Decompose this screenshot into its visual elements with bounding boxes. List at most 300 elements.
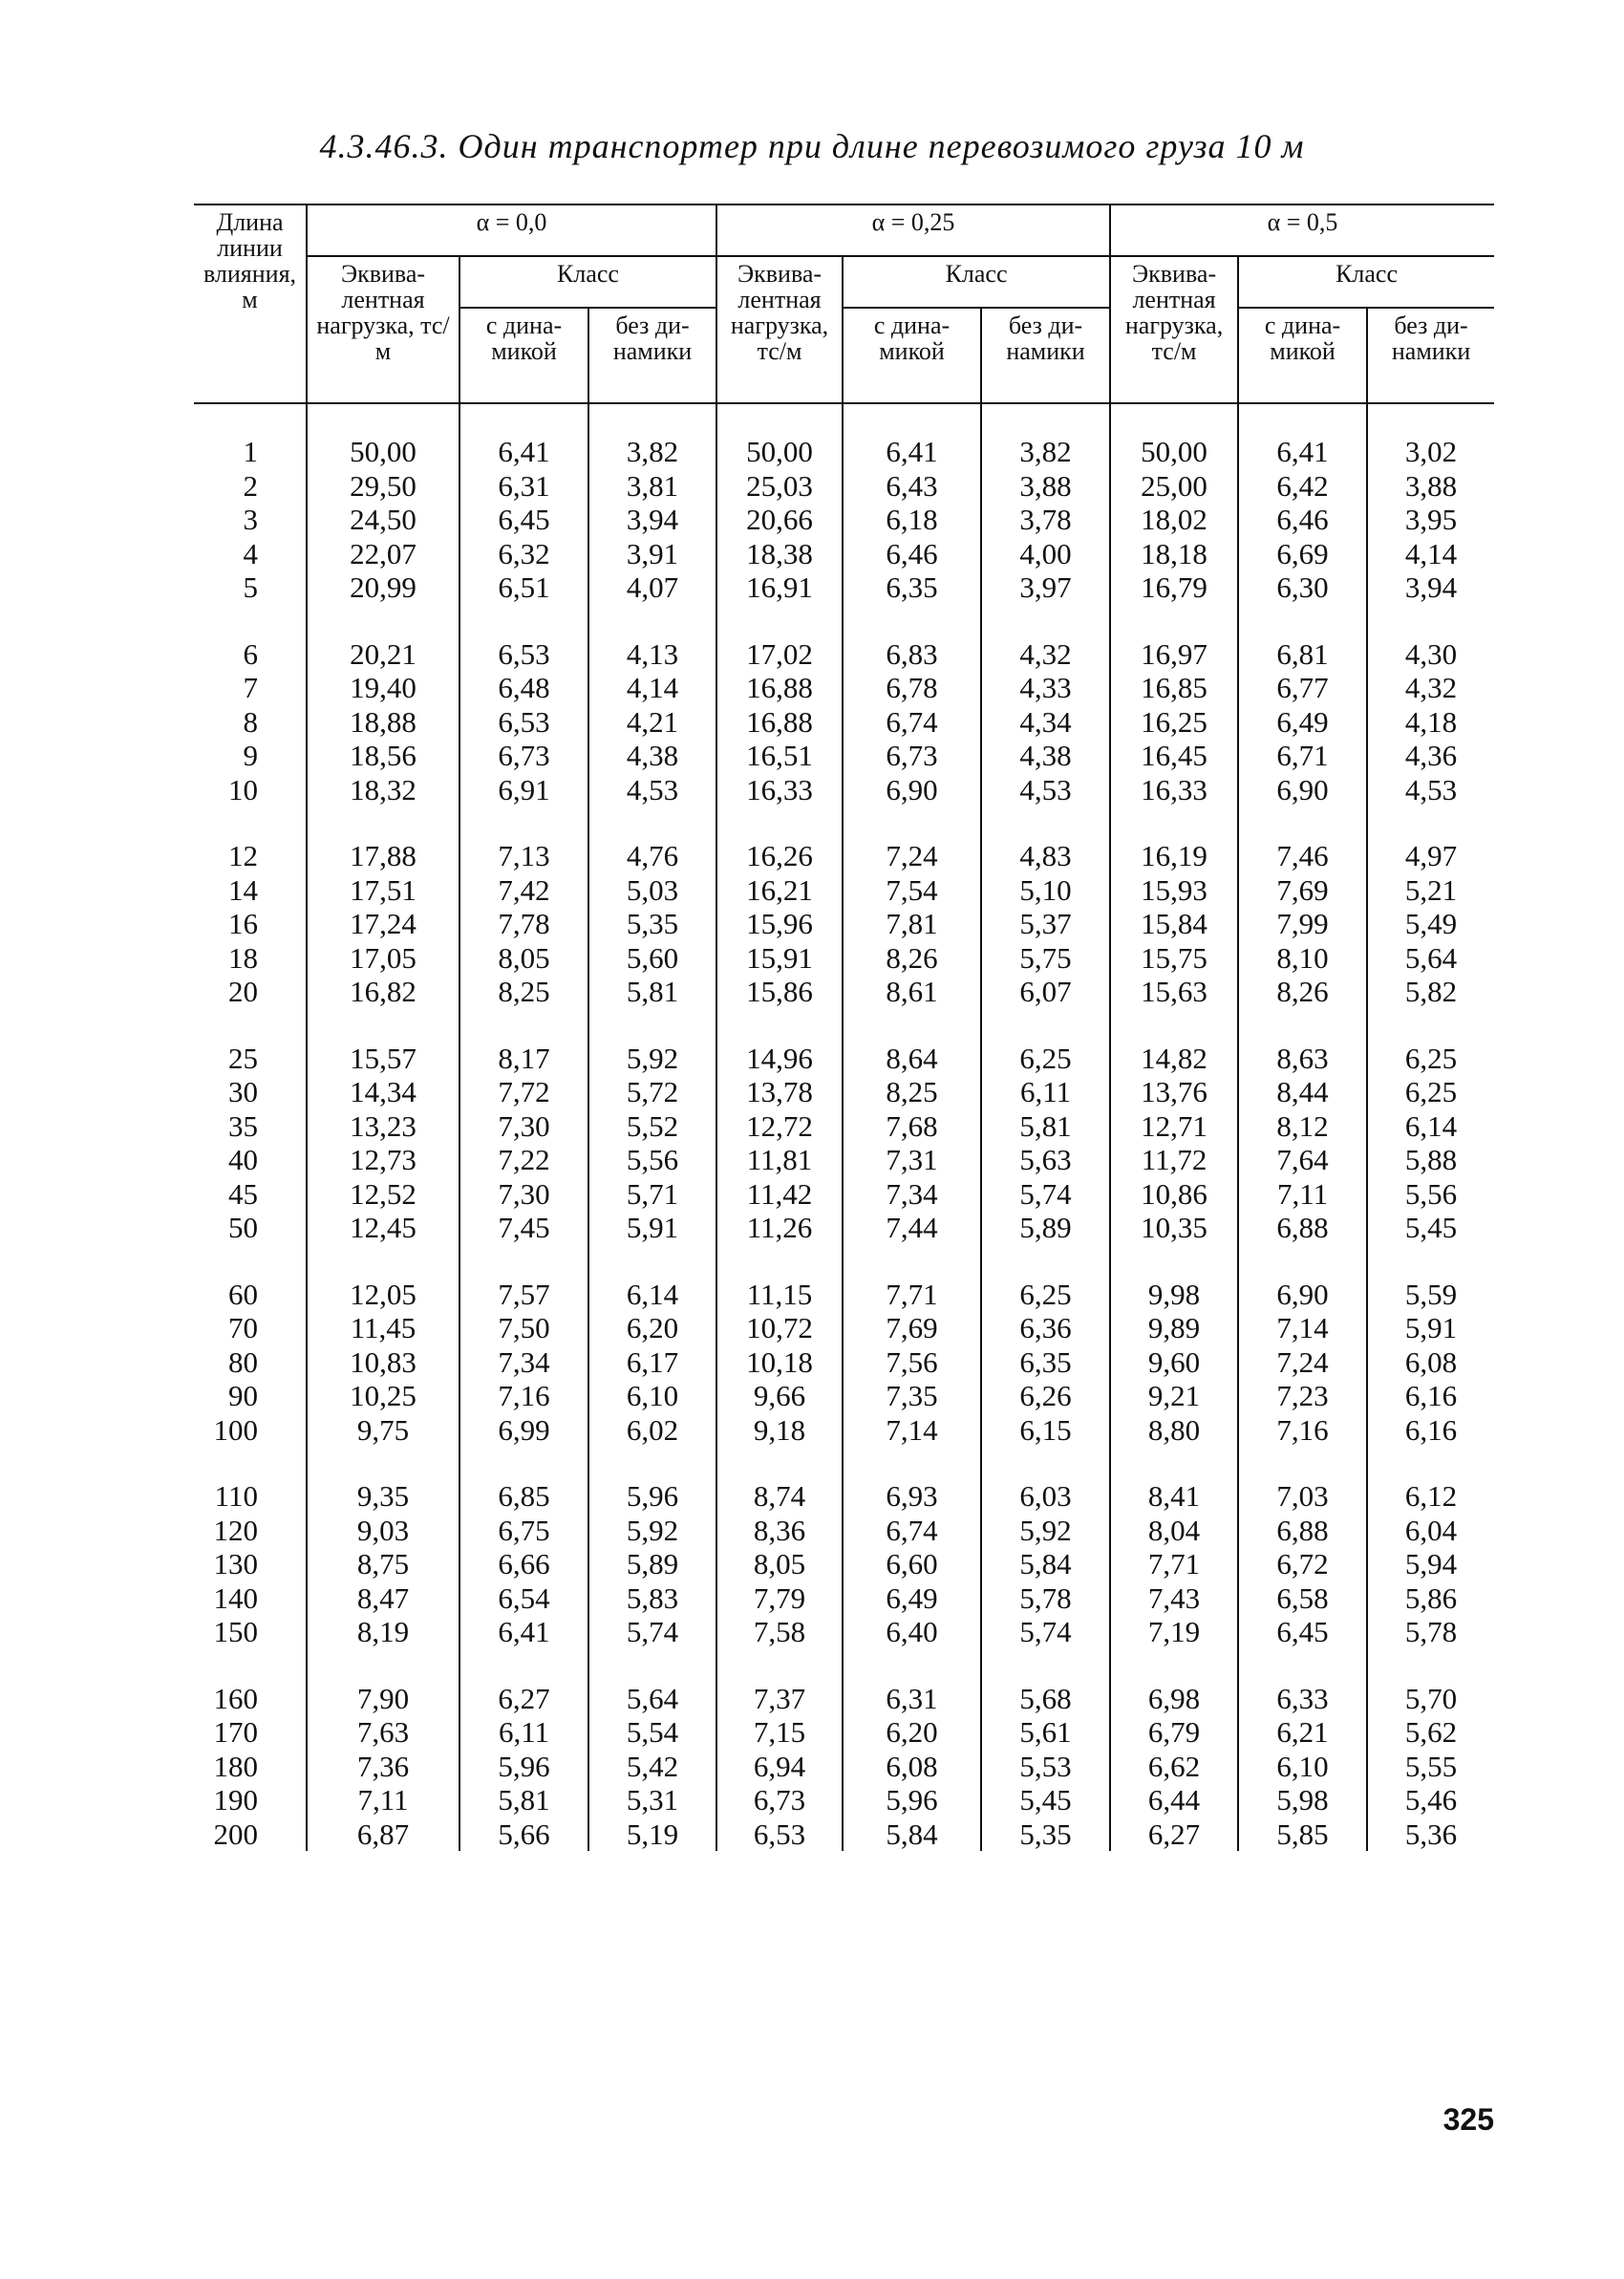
cell-with-dyn-a025: 7,54 xyxy=(843,873,981,908)
cell-with-dyn-a05: 6,81 xyxy=(1238,637,1367,672)
spacer-cell xyxy=(307,806,459,839)
cell-with-dyn-a025: 7,24 xyxy=(843,839,981,873)
cell-length: 90 xyxy=(228,1379,258,1412)
cell-with-dyn-a0: 7,16 xyxy=(459,1379,588,1413)
spacer-cell xyxy=(459,403,588,435)
spacer-cell xyxy=(981,1649,1110,1682)
header-without-dynamics: без ди-намики xyxy=(981,308,1110,403)
cell-with-dyn-a025: 6,60 xyxy=(843,1547,981,1581)
spacer-cell xyxy=(1238,605,1367,637)
cell-length: 25 xyxy=(228,1041,258,1075)
spacer-cell xyxy=(716,1245,843,1278)
cell-with-dyn-a05: 6,21 xyxy=(1238,1715,1367,1750)
cell-with-dyn-a05: 6,49 xyxy=(1238,705,1367,740)
cell-eq-load-a05: 16,85 xyxy=(1110,671,1238,705)
spacer-cell xyxy=(194,605,307,637)
spacer-cell xyxy=(981,1009,1110,1042)
cell-without-dyn-a05: 4,18 xyxy=(1367,705,1494,740)
cell-eq-load-a025: 16,26 xyxy=(716,839,843,873)
cell-without-dyn-a05: 5,86 xyxy=(1367,1581,1494,1616)
spacer-cell xyxy=(588,1009,716,1042)
header-alpha-05: α = 0,5 xyxy=(1110,204,1494,256)
cell-without-dyn-a0: 5,56 xyxy=(588,1143,716,1177)
table-row xyxy=(194,1783,1494,1817)
cell-without-dyn-a025: 5,37 xyxy=(981,907,1110,941)
spacer-cell xyxy=(194,1649,307,1682)
cell-with-dyn-a025: 7,71 xyxy=(843,1278,981,1312)
cell-eq-load-a025: 10,18 xyxy=(716,1345,843,1380)
cell-eq-load-a025: 7,79 xyxy=(716,1581,843,1616)
cell-with-dyn-a025: 6,74 xyxy=(843,1514,981,1548)
table-row xyxy=(194,1479,1494,1514)
spacer-cell xyxy=(194,1245,307,1278)
spacer-cell xyxy=(307,1009,459,1042)
cell-without-dyn-a0: 5,81 xyxy=(588,975,716,1009)
group-spacer xyxy=(194,1245,1494,1278)
cell-with-dyn-a0: 6,73 xyxy=(459,739,588,773)
cell-eq-load-a025: 15,86 xyxy=(716,975,843,1009)
cell-without-dyn-a025: 6,07 xyxy=(981,975,1110,1009)
spacer-cell xyxy=(1367,1245,1494,1278)
cell-eq-load-a025: 8,05 xyxy=(716,1547,843,1581)
spacer-cell xyxy=(1110,1447,1238,1479)
cell-eq-load-a05: 9,98 xyxy=(1110,1278,1238,1312)
spacer-cell xyxy=(1110,1649,1238,1682)
cell-with-dyn-a05: 7,69 xyxy=(1238,873,1367,908)
cell-eq-load-a025: 12,72 xyxy=(716,1109,843,1144)
header-equivalent-load: Эквива-лентная нагрузка, тс/м xyxy=(716,256,843,403)
spacer-cell xyxy=(307,1245,459,1278)
cell-eq-load-a0: 12,73 xyxy=(307,1143,459,1177)
cell-without-dyn-a0: 4,13 xyxy=(588,637,716,672)
cell-with-dyn-a05: 6,42 xyxy=(1238,469,1367,504)
cell-eq-load-a05: 16,33 xyxy=(1110,773,1238,807)
header-class: Класс xyxy=(843,256,1110,308)
cell-without-dyn-a05: 6,14 xyxy=(1367,1109,1494,1144)
cell-eq-load-a05: 15,75 xyxy=(1110,941,1238,976)
cell-without-dyn-a025: 4,32 xyxy=(981,637,1110,672)
spacer-cell xyxy=(981,806,1110,839)
header-equivalent-load: Эквива-лентная нагрузка, тс/м xyxy=(307,256,459,403)
page-title: 4.3.46.3. Один транспортер при длине перевозимого груза 10 м xyxy=(319,127,1305,165)
cell-with-dyn-a025: 6,93 xyxy=(843,1479,981,1514)
cell-without-dyn-a05: 5,82 xyxy=(1367,975,1494,1009)
cell-with-dyn-a05: 6,90 xyxy=(1238,773,1367,807)
cell-eq-load-a05: 9,89 xyxy=(1110,1311,1238,1345)
spacer-cell xyxy=(716,1649,843,1682)
cell-without-dyn-a05: 4,36 xyxy=(1367,739,1494,773)
cell-with-dyn-a025: 7,81 xyxy=(843,907,981,941)
cell-length: 12 xyxy=(228,839,258,872)
spacer-cell xyxy=(843,605,981,637)
cell-length: 10 xyxy=(228,772,258,806)
cell-with-dyn-a025: 6,08 xyxy=(843,1750,981,1784)
cell-eq-load-a05: 7,71 xyxy=(1110,1547,1238,1581)
cell-eq-load-a05: 12,71 xyxy=(1110,1109,1238,1144)
cell-with-dyn-a05: 6,88 xyxy=(1238,1211,1367,1245)
cell-without-dyn-a025: 3,82 xyxy=(981,435,1110,469)
cell-without-dyn-a05: 3,94 xyxy=(1367,570,1494,605)
cell-without-dyn-a05: 6,12 xyxy=(1367,1479,1494,1514)
header-equivalent-load: Эквива-лентная нагрузка, тс/м xyxy=(1110,256,1238,403)
table-row xyxy=(194,1547,1494,1581)
cell-without-dyn-a0: 6,10 xyxy=(588,1379,716,1413)
cell-eq-load-a0: 12,45 xyxy=(307,1211,459,1245)
cell-without-dyn-a05: 5,88 xyxy=(1367,1143,1494,1177)
cell-with-dyn-a0: 6,31 xyxy=(459,469,588,504)
cell-eq-load-a05: 6,27 xyxy=(1110,1817,1238,1852)
cell-with-dyn-a05: 6,46 xyxy=(1238,503,1367,537)
cell-without-dyn-a025: 4,38 xyxy=(981,739,1110,773)
spacer-cell xyxy=(459,1447,588,1479)
cell-length: 45 xyxy=(228,1176,258,1211)
cell-eq-load-a05: 6,44 xyxy=(1110,1783,1238,1817)
cell-eq-load-a0: 17,51 xyxy=(307,873,459,908)
cell-eq-load-a05: 10,35 xyxy=(1110,1211,1238,1245)
cell-without-dyn-a025: 5,75 xyxy=(981,941,1110,976)
cell-without-dyn-a025: 6,25 xyxy=(981,1042,1110,1076)
cell-eq-load-a0: 18,88 xyxy=(307,705,459,740)
spacer-cell xyxy=(307,403,459,435)
header-length: Длина линии влияния, м xyxy=(194,204,307,403)
cell-without-dyn-a025: 4,34 xyxy=(981,705,1110,740)
cell-with-dyn-a05: 6,90 xyxy=(1238,1278,1367,1312)
group-spacer xyxy=(194,605,1494,637)
spacer-cell xyxy=(716,403,843,435)
cell-length: 8 xyxy=(243,704,258,739)
cell-without-dyn-a0: 5,42 xyxy=(588,1750,716,1784)
cell-eq-load-a05: 16,19 xyxy=(1110,839,1238,873)
cell-with-dyn-a05: 8,26 xyxy=(1238,975,1367,1009)
spacer-cell xyxy=(459,1649,588,1682)
spacer-cell xyxy=(307,605,459,637)
cell-without-dyn-a05: 5,45 xyxy=(1367,1211,1494,1245)
table-row xyxy=(194,839,1494,873)
table-row xyxy=(194,1413,1494,1448)
cell-without-dyn-a05: 5,36 xyxy=(1367,1817,1494,1852)
cell-without-dyn-a05: 6,04 xyxy=(1367,1514,1494,1548)
table-row xyxy=(194,1682,1494,1716)
cell-eq-load-a025: 6,73 xyxy=(716,1783,843,1817)
spacer-cell xyxy=(716,605,843,637)
spacer-cell xyxy=(588,1649,716,1682)
spacer-cell xyxy=(1110,1245,1238,1278)
spacer-cell xyxy=(843,806,981,839)
cell-with-dyn-a0: 7,57 xyxy=(459,1278,588,1312)
spacer-cell xyxy=(307,1447,459,1479)
cell-without-dyn-a025: 4,53 xyxy=(981,773,1110,807)
cell-with-dyn-a0: 6,99 xyxy=(459,1413,588,1448)
spacer-cell xyxy=(1367,403,1494,435)
cell-eq-load-a0: 7,36 xyxy=(307,1750,459,1784)
cell-with-dyn-a0: 5,81 xyxy=(459,1783,588,1817)
spacer-cell xyxy=(981,605,1110,637)
spacer-cell xyxy=(588,1447,716,1479)
cell-with-dyn-a0: 6,85 xyxy=(459,1479,588,1514)
cell-with-dyn-a025: 8,61 xyxy=(843,975,981,1009)
cell-without-dyn-a025: 3,78 xyxy=(981,503,1110,537)
cell-without-dyn-a05: 6,16 xyxy=(1367,1379,1494,1413)
spacer-cell xyxy=(588,806,716,839)
cell-without-dyn-a025: 5,68 xyxy=(981,1682,1110,1716)
cell-without-dyn-a0: 5,89 xyxy=(588,1547,716,1581)
cell-without-dyn-a025: 6,36 xyxy=(981,1311,1110,1345)
table-row xyxy=(194,773,1494,807)
cell-eq-load-a025: 15,96 xyxy=(716,907,843,941)
spacer-cell xyxy=(194,1009,307,1042)
cell-length: 18 xyxy=(228,940,258,975)
cell-without-dyn-a05: 6,16 xyxy=(1367,1413,1494,1448)
cell-eq-load-a025: 6,94 xyxy=(716,1750,843,1784)
cell-without-dyn-a0: 4,14 xyxy=(588,671,716,705)
spacer-cell xyxy=(588,605,716,637)
table-row xyxy=(194,1615,1494,1649)
cell-without-dyn-a0: 4,53 xyxy=(588,773,716,807)
cell-eq-load-a0: 9,03 xyxy=(307,1514,459,1548)
spacer-cell xyxy=(1110,1009,1238,1042)
table-body xyxy=(194,403,1494,1851)
group-spacer xyxy=(194,1447,1494,1479)
cell-without-dyn-a0: 4,38 xyxy=(588,739,716,773)
cell-with-dyn-a0: 6,75 xyxy=(459,1514,588,1548)
cell-eq-load-a025: 20,66 xyxy=(716,503,843,537)
cell-with-dyn-a05: 5,85 xyxy=(1238,1817,1367,1852)
cell-with-dyn-a0: 6,45 xyxy=(459,503,588,537)
cell-with-dyn-a05: 7,46 xyxy=(1238,839,1367,873)
table-row xyxy=(194,1817,1494,1852)
cell-eq-load-a025: 10,72 xyxy=(716,1311,843,1345)
header-without-dynamics: без ди-намики xyxy=(588,308,716,403)
cell-length: 190 xyxy=(213,1783,258,1817)
cell-with-dyn-a05: 7,23 xyxy=(1238,1379,1367,1413)
spacer-cell xyxy=(1367,1649,1494,1682)
cell-with-dyn-a0: 6,41 xyxy=(459,1615,588,1649)
table-row xyxy=(194,1211,1494,1245)
cell-with-dyn-a025: 7,14 xyxy=(843,1413,981,1448)
cell-without-dyn-a05: 4,97 xyxy=(1367,839,1494,873)
cell-with-dyn-a0: 6,32 xyxy=(459,537,588,571)
table-row xyxy=(194,1379,1494,1413)
cell-without-dyn-a05: 5,49 xyxy=(1367,907,1494,941)
cell-length: 180 xyxy=(213,1749,258,1783)
spacer-cell xyxy=(1238,1447,1367,1479)
cell-without-dyn-a0: 5,35 xyxy=(588,907,716,941)
cell-with-dyn-a025: 7,68 xyxy=(843,1109,981,1144)
cell-with-dyn-a0: 6,91 xyxy=(459,773,588,807)
cell-eq-load-a05: 16,45 xyxy=(1110,739,1238,773)
cell-eq-load-a025: 6,53 xyxy=(716,1817,843,1852)
cell-without-dyn-a025: 6,15 xyxy=(981,1413,1110,1448)
cell-length: 40 xyxy=(228,1143,258,1176)
cell-without-dyn-a025: 5,78 xyxy=(981,1581,1110,1616)
cell-with-dyn-a0: 6,53 xyxy=(459,637,588,672)
table-row xyxy=(194,1075,1494,1109)
spacer-cell xyxy=(1367,1447,1494,1479)
cell-without-dyn-a05: 3,88 xyxy=(1367,469,1494,504)
cell-without-dyn-a05: 5,64 xyxy=(1367,941,1494,976)
cell-with-dyn-a025: 6,40 xyxy=(843,1615,981,1649)
cell-without-dyn-a025: 5,89 xyxy=(981,1211,1110,1245)
cell-length: 3 xyxy=(243,503,258,536)
cell-with-dyn-a0: 7,78 xyxy=(459,907,588,941)
cell-with-dyn-a025: 7,44 xyxy=(843,1211,981,1245)
spacer-cell xyxy=(194,1447,307,1479)
cell-eq-load-a0: 10,83 xyxy=(307,1345,459,1380)
cell-with-dyn-a025: 6,18 xyxy=(843,503,981,537)
spacer-cell xyxy=(981,403,1110,435)
cell-length: 60 xyxy=(228,1277,258,1311)
cell-length: 120 xyxy=(213,1513,258,1547)
cell-with-dyn-a0: 7,72 xyxy=(459,1075,588,1109)
cell-eq-load-a0: 12,52 xyxy=(307,1177,459,1212)
cell-eq-load-a0: 18,32 xyxy=(307,773,459,807)
cell-eq-load-a05: 9,21 xyxy=(1110,1379,1238,1413)
cell-with-dyn-a05: 7,11 xyxy=(1238,1177,1367,1212)
cell-eq-load-a05: 8,41 xyxy=(1110,1479,1238,1514)
cell-length: 80 xyxy=(228,1344,258,1379)
cell-eq-load-a0: 12,05 xyxy=(307,1278,459,1312)
cell-without-dyn-a0: 5,60 xyxy=(588,941,716,976)
cell-without-dyn-a025: 4,00 xyxy=(981,537,1110,571)
cell-eq-load-a0: 24,50 xyxy=(307,503,459,537)
cell-without-dyn-a025: 5,92 xyxy=(981,1514,1110,1548)
cell-with-dyn-a025: 6,31 xyxy=(843,1682,981,1716)
cell-with-dyn-a05: 7,14 xyxy=(1238,1311,1367,1345)
cell-eq-load-a025: 8,74 xyxy=(716,1479,843,1514)
cell-without-dyn-a025: 4,33 xyxy=(981,671,1110,705)
cell-without-dyn-a05: 4,30 xyxy=(1367,637,1494,672)
cell-without-dyn-a0: 5,96 xyxy=(588,1479,716,1514)
cell-with-dyn-a025: 7,69 xyxy=(843,1311,981,1345)
cell-length: 1 xyxy=(243,435,258,468)
table-row xyxy=(194,570,1494,605)
cell-without-dyn-a0: 5,19 xyxy=(588,1817,716,1852)
cell-eq-load-a0: 9,35 xyxy=(307,1479,459,1514)
table-row xyxy=(194,1750,1494,1784)
header-class: Класс xyxy=(459,256,716,308)
group-spacer xyxy=(194,1649,1494,1682)
table-row xyxy=(194,1177,1494,1212)
group-spacer xyxy=(194,1009,1494,1042)
cell-eq-load-a025: 25,03 xyxy=(716,469,843,504)
table-row xyxy=(194,1345,1494,1380)
cell-length: 6 xyxy=(243,636,258,671)
cell-with-dyn-a0: 6,53 xyxy=(459,705,588,740)
table-row xyxy=(194,907,1494,941)
cell-length: 70 xyxy=(228,1311,258,1344)
cell-without-dyn-a05: 3,02 xyxy=(1367,435,1494,469)
cell-without-dyn-a05: 4,32 xyxy=(1367,671,1494,705)
spacer-cell xyxy=(1238,1009,1367,1042)
cell-with-dyn-a05: 6,72 xyxy=(1238,1547,1367,1581)
cell-with-dyn-a025: 7,56 xyxy=(843,1345,981,1380)
cell-eq-load-a025: 8,36 xyxy=(716,1514,843,1548)
cell-without-dyn-a025: 6,03 xyxy=(981,1479,1110,1514)
spacer-cell xyxy=(1367,806,1494,839)
spacer-cell xyxy=(1238,1245,1367,1278)
header-with-dynamics: с дина-микой xyxy=(459,308,588,403)
cell-length: 35 xyxy=(228,1108,258,1143)
cell-eq-load-a025: 11,42 xyxy=(716,1177,843,1212)
spacer-cell xyxy=(1238,806,1367,839)
cell-without-dyn-a0: 5,03 xyxy=(588,873,716,908)
cell-eq-load-a025: 15,91 xyxy=(716,941,843,976)
cell-without-dyn-a0: 5,52 xyxy=(588,1109,716,1144)
cell-eq-load-a025: 14,96 xyxy=(716,1042,843,1076)
table-row xyxy=(194,1109,1494,1144)
cell-without-dyn-a05: 5,56 xyxy=(1367,1177,1494,1212)
cell-length: 20 xyxy=(228,975,258,1008)
spacer-cell xyxy=(716,806,843,839)
cell-without-dyn-a025: 4,83 xyxy=(981,839,1110,873)
cell-eq-load-a0: 8,47 xyxy=(307,1581,459,1616)
cell-with-dyn-a0: 6,66 xyxy=(459,1547,588,1581)
table-row xyxy=(194,503,1494,537)
cell-eq-load-a05: 15,93 xyxy=(1110,873,1238,908)
cell-length: 140 xyxy=(213,1580,258,1615)
cell-eq-load-a05: 16,25 xyxy=(1110,705,1238,740)
cell-eq-load-a0: 22,07 xyxy=(307,537,459,571)
cell-eq-load-a0: 19,40 xyxy=(307,671,459,705)
cell-without-dyn-a025: 5,10 xyxy=(981,873,1110,908)
cell-without-dyn-a0: 3,81 xyxy=(588,469,716,504)
spacer-cell xyxy=(981,1447,1110,1479)
cell-with-dyn-a0: 7,34 xyxy=(459,1345,588,1380)
table-row xyxy=(194,1715,1494,1750)
cell-with-dyn-a025: 5,96 xyxy=(843,1783,981,1817)
cell-without-dyn-a0: 5,83 xyxy=(588,1581,716,1616)
cell-eq-load-a025: 16,88 xyxy=(716,671,843,705)
cell-without-dyn-a05: 5,94 xyxy=(1367,1547,1494,1581)
spacer-cell xyxy=(307,1649,459,1682)
cell-without-dyn-a0: 5,31 xyxy=(588,1783,716,1817)
cell-without-dyn-a025: 5,35 xyxy=(981,1817,1110,1852)
cell-with-dyn-a0: 8,05 xyxy=(459,941,588,976)
cell-eq-load-a0: 7,90 xyxy=(307,1682,459,1716)
cell-without-dyn-a05: 5,91 xyxy=(1367,1311,1494,1345)
cell-with-dyn-a0: 5,66 xyxy=(459,1817,588,1852)
cell-without-dyn-a05: 6,08 xyxy=(1367,1345,1494,1380)
cell-with-dyn-a025: 8,26 xyxy=(843,941,981,976)
cell-without-dyn-a0: 5,72 xyxy=(588,1075,716,1109)
spacer-cell xyxy=(1367,605,1494,637)
cell-with-dyn-a0: 7,45 xyxy=(459,1211,588,1245)
table-header xyxy=(194,204,1494,403)
cell-with-dyn-a025: 6,46 xyxy=(843,537,981,571)
cell-with-dyn-a025: 6,74 xyxy=(843,705,981,740)
cell-with-dyn-a025: 7,31 xyxy=(843,1143,981,1177)
cell-eq-load-a0: 9,75 xyxy=(307,1413,459,1448)
cell-with-dyn-a025: 6,73 xyxy=(843,739,981,773)
cell-without-dyn-a025: 5,74 xyxy=(981,1615,1110,1649)
cell-eq-load-a0: 8,19 xyxy=(307,1615,459,1649)
cell-with-dyn-a05: 6,33 xyxy=(1238,1682,1367,1716)
table-row xyxy=(194,671,1494,705)
table-row xyxy=(194,705,1494,740)
cell-eq-load-a025: 13,78 xyxy=(716,1075,843,1109)
cell-without-dyn-a0: 3,91 xyxy=(588,537,716,571)
cell-without-dyn-a05: 5,59 xyxy=(1367,1278,1494,1312)
cell-eq-load-a025: 16,21 xyxy=(716,873,843,908)
cell-eq-load-a05: 16,97 xyxy=(1110,637,1238,672)
cell-without-dyn-a0: 4,07 xyxy=(588,570,716,605)
cell-eq-load-a0: 17,24 xyxy=(307,907,459,941)
cell-eq-load-a025: 9,66 xyxy=(716,1379,843,1413)
cell-eq-load-a0: 8,75 xyxy=(307,1547,459,1581)
spacer-cell xyxy=(1238,1649,1367,1682)
load-table xyxy=(194,204,1494,1851)
spacer-cell xyxy=(194,806,307,839)
